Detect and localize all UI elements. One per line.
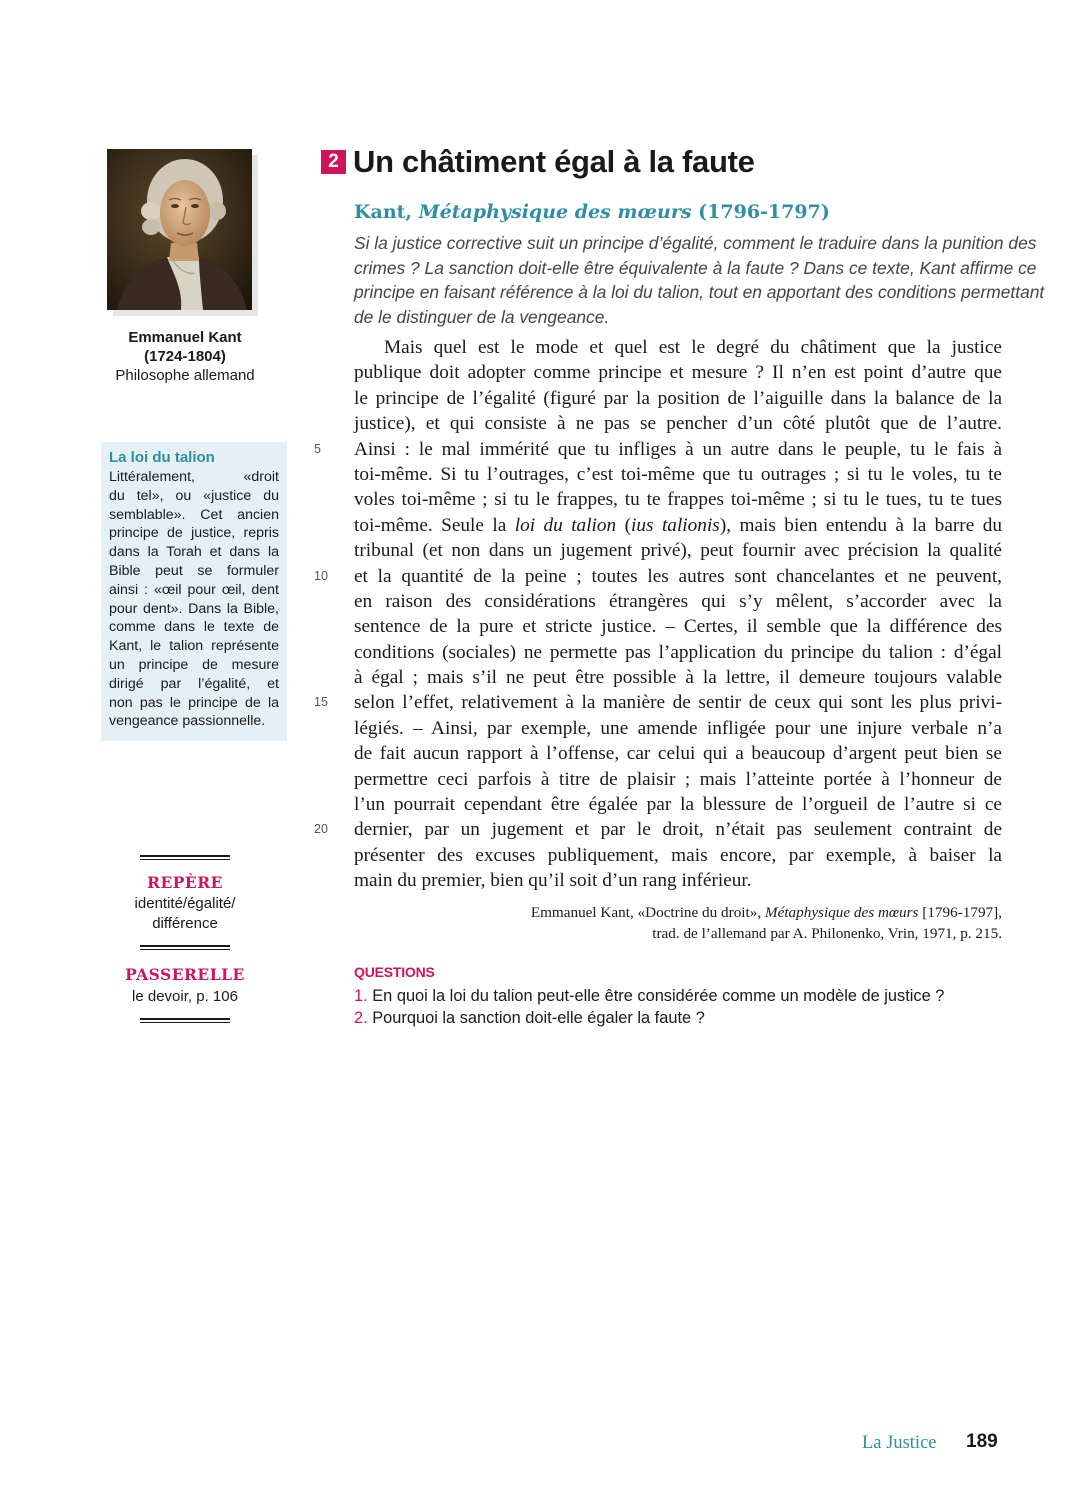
intro-line: de le distinguer de la vengeance. (354, 306, 610, 327)
text-line-content: le principe de l’égalité (figuré par la position de l’aiguille dans la balance de la (354, 387, 1002, 409)
document-number-badge: 2 (321, 150, 346, 174)
text-line-content: publique doit adopter comme principe et mesure ? Il n’en est point d’autre que (354, 362, 1002, 384)
passerelle-label: PASSERELLE (125, 965, 245, 984)
repere-line: différence (152, 915, 218, 932)
text-line (354, 843, 1002, 868)
text-line (354, 868, 1002, 893)
text-line-content: présenter des excuses publiquement, mais encore, par exemple, à baiser la (354, 844, 1002, 866)
divider-middle (140, 945, 230, 950)
source-work: Métaphysique des mœurs (418, 201, 692, 223)
text-line (354, 589, 1002, 614)
text-line (354, 640, 1002, 665)
question-text: Pourquoi la sanction doit-elle égaler la faute ? (367, 1009, 705, 1027)
passerelle-link[interactable]: le devoir, p. 106 (132, 988, 238, 1005)
definition-line: du tel», ou «justice du (109, 487, 279, 504)
page-number: 189 (966, 1431, 998, 1452)
text-line-content: toi-même. Si tu l’outrages, c’est toi-même que tu outrages ; si tu le voles, tu te (354, 463, 1002, 485)
intro-line: principe en faisant référence à la loi du talion, tout en apportant des conditions permettant (354, 282, 1045, 302)
text-line (354, 411, 1002, 436)
definition-line: Bible peut se formuler (109, 562, 279, 579)
text-line-content: voles toi-même ; si tu le frappes, tu te frappes toi-même ; si tu le tues, tu te tues (354, 489, 1002, 511)
repere-label: REPÈRE (147, 873, 223, 892)
definition-line: non pas le principe de la (109, 694, 279, 711)
text-line-content: conditions (sociales) ne permette pas l’application du principe du talion : d’égal (354, 641, 1002, 663)
text-line-content: toi-même. Seule la loi du talion (ius talionis), mais bien entendu à la barre du (354, 514, 1002, 536)
portrait-frame (107, 149, 252, 310)
text-line-content: Ainsi : le mal immérité que tu infliges à un autre dans le peuple, tu le fais à (354, 438, 1002, 460)
questions-list (354, 985, 944, 1029)
caption-name: Emmanuel Kant (128, 329, 242, 346)
text-line-content: main du premier, bien qu’il soit d’un rang inférieur. (354, 870, 752, 892)
caption-role: Philosophe allemand (115, 367, 255, 384)
definition-line: comme dans le texte de (109, 619, 279, 636)
line-number: 15 (314, 695, 328, 710)
questions-title: QUESTIONS (354, 964, 435, 980)
source-line (354, 199, 830, 225)
text-line-content: et la quantité de la peine ; toutes les autres sont chancelantes et ne peuvent, (354, 565, 1002, 587)
text-line (354, 767, 1002, 792)
definition-title: La loi du talion (109, 449, 215, 466)
definition-line: vengeance passionnelle. (109, 713, 266, 730)
text-line (354, 487, 1002, 512)
citation-date: [1796-1797], (918, 904, 1002, 921)
definition-line: pour dent». Dans la Bible, (109, 600, 279, 617)
text-line-content: Mais quel est le mode et quel est le degré du châtiment que la justice (384, 337, 1002, 358)
definition-line: dans la Torah et dans la (109, 544, 279, 561)
citation (354, 902, 1002, 944)
divider-top (140, 855, 230, 860)
definition-text (109, 468, 279, 731)
text-line (354, 614, 1002, 639)
text-line (354, 335, 1002, 360)
source-years: (1796-1797) (691, 201, 830, 223)
question-number: 2. (354, 1009, 368, 1027)
citation-author: Emmanuel Kant, «Doctrine du droit», (530, 904, 765, 921)
text-line (314, 564, 1002, 589)
text-line-content: dernier, par un jugement et par le droit, n’était pas seulement contraint de (354, 819, 1002, 841)
repere-line: identité/égalité/ (134, 895, 236, 912)
text-line (314, 817, 1002, 842)
text-line (354, 792, 1002, 817)
text-line-content: selon l’effet, relativement à la manière de sentir de ceux qui sont les plus privi- (354, 692, 1002, 714)
line-number: 20 (314, 822, 328, 837)
text-line (354, 538, 1002, 563)
text-line (354, 716, 1002, 741)
text-line-content: permettre ceci parfois à titre de plaisir ; mais l’atteinte portée à l’honneur de (354, 768, 1002, 790)
citation-work: Métaphysique des mœurs (764, 904, 919, 921)
text-line-content: en raison des considérations étrangères qui s’y mêlent, s’accorder avec la (354, 590, 1002, 612)
question-item (354, 985, 944, 1007)
text-line (354, 741, 1002, 766)
portrait-caption (100, 328, 270, 385)
caption-dates: (1724-1804) (144, 348, 226, 365)
text-line (354, 462, 1002, 487)
text-line-content: de fait aucun rapport à l’offense, car celui qui a beaucoup d’argent peut bien se (354, 743, 1002, 765)
citation-line-2: trad. de l’allemand par A. Philonenko, Vrin, 1971, p. 215. (652, 925, 1002, 942)
text-line-content: sentence de la pure et stricte justice. – Certes, il semble que la différence des (354, 616, 1002, 638)
line-number: 5 (314, 441, 321, 456)
footer-section-title: La Justice (862, 1433, 937, 1453)
source-author: Kant, (354, 201, 419, 223)
question-number: 1. (354, 987, 368, 1005)
text-line-content: l’un pourrait cependant être égalée par la blessure de l’orgueil de l’autre si ce (354, 794, 1002, 816)
intro-line: Si la justice corrective suit un principe d’égalité, comment le traduire dans la punition des (354, 233, 1037, 253)
divider-bottom (140, 1018, 230, 1023)
text-line (354, 513, 1002, 538)
document-title: Un châtiment égal à la faute (353, 144, 755, 179)
text-line-content: légiés. – Ainsi, par exemple, une amende infligée pour une injure verbale n’a (354, 717, 1002, 739)
definition-line: Littéralement, «droit (109, 469, 279, 485)
line-number: 10 (314, 568, 328, 583)
definition-line: ainsi : «œil pour œil, dent (109, 581, 279, 598)
text-line (354, 360, 1002, 385)
definition-line: un principe de mesure (109, 656, 279, 673)
definition-line: dirigé par l’égalité, et (109, 675, 279, 692)
intro-line: crimes ? La sanction doit-elle être équivalente à la faute ? Dans ce texte, Kant affirme ce (354, 257, 1037, 278)
text-line-content: tribunal (et non dans un jugement privé), peut fournir avec précision la qualité (354, 540, 1002, 562)
citation-line-1 (354, 902, 1002, 923)
question-text: En quoi la loi du talion peut-elle être considérée comme un modèle de justice ? (367, 987, 945, 1005)
definition-box (101, 442, 287, 741)
definition-line: principe de justice, repris (109, 525, 279, 542)
kant-portrait-image (107, 149, 252, 310)
repere-text (100, 894, 270, 934)
text-line (354, 386, 1002, 411)
text-line-content: justice), et qui consiste à ne pas se pencher d’un côté plutôt que de l’autre. (354, 413, 1002, 435)
text-line (314, 690, 1002, 715)
text-line-content: à égal ; mais s’il ne peut être possible à la lettre, il demeure toujours valable (354, 667, 1002, 689)
text-line (354, 665, 1002, 690)
definition-line: semblable». Cet ancien (109, 506, 279, 523)
definition-line: Kant, le talion représente (109, 638, 279, 655)
main-text (314, 335, 1002, 894)
intro-paragraph (354, 231, 1045, 329)
text-line (314, 437, 1002, 462)
question-item (354, 1007, 944, 1029)
